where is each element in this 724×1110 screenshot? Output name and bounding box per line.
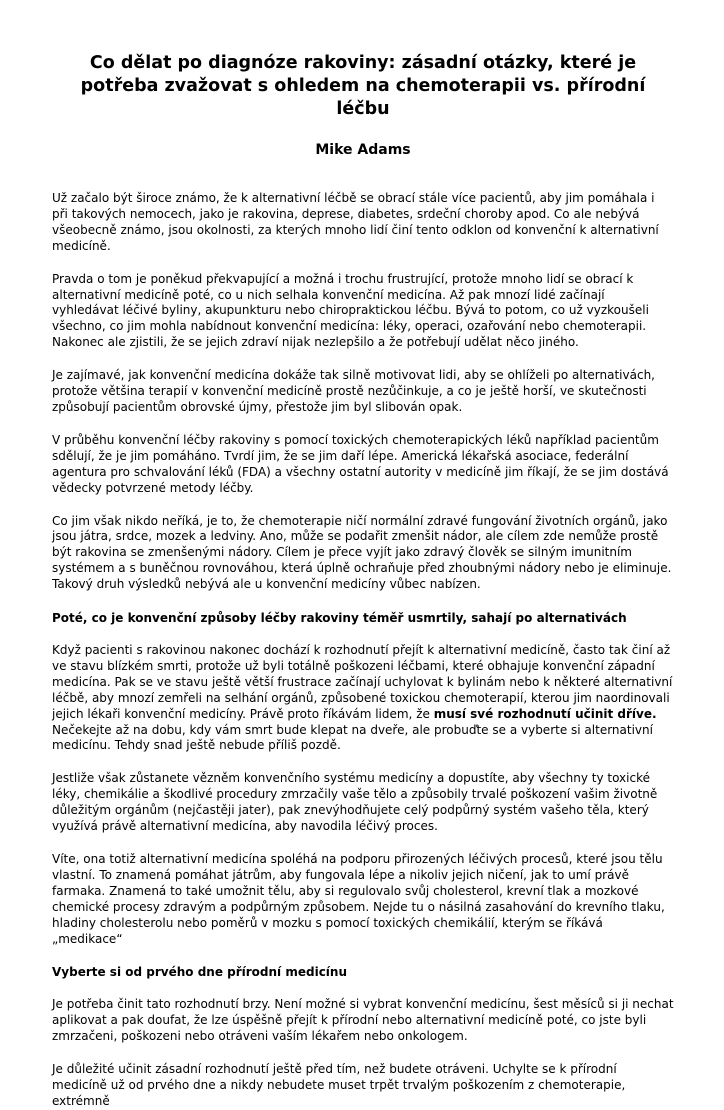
section-heading-natural-medicine: Vyberte si od prvého dne přírodní medicínu xyxy=(52,965,348,980)
paragraph-9: Je potřeba činit tato rozhodnutí brzy. Není možné si vybrat konvenční medicínu, šest měsíců si ji nechat aplikovat a pak doufat, že lze úspěšně přejít k přírodní nebo alternativní medicíně poté, co jste byli zmrzačeni, poškozeni nebo otráveni vaším lékařem nebo onkologem. xyxy=(52,997,674,1044)
paragraph-10: Je důležité učinit zásadní rozhodnutí ještě před tím, než budete otráveni. Uchylte se k přírodní medicíně už od prvého dne a nikdy nebudete muset trpět trvalým poškozením z chemoterapie, extrémně xyxy=(52,1062,626,1108)
document-author: Mike Adams xyxy=(315,142,411,158)
paragraph-6-emphasis: musí své rozhodnutí učinit dříve. xyxy=(433,706,657,721)
paragraph-3: Je zajímavé, jak konvenční medicína dokáže tak silně motivovat lidi, aby se ohlíželi po alternativách, protože většina terapií v konvenční medicíně prostě nezůčinkuje, a co je ještě horší, ve skutečnosti způsobují pacientům obrovské újmy, přestože jim byl slibován opak. xyxy=(52,368,655,414)
section-heading-alternatives: Poté, co je konvenční způsoby léčby rakoviny téměř usmrtily, sahají po alternativách xyxy=(52,611,627,626)
paragraph-6 xyxy=(52,643,674,754)
paragraph-8: Víte, ona totiž alternativní medicína spoléhá na podporu přirozených léčivých procesů, které jsou tělu vlastní. To znamená pomáhat játrům, aby fungovala lépe a nikoliv jejich ničení, jak to umí právě farmaka. Znamená to také umožnit tělu, aby si regulovalo svůj cholesterol, krevní tlak a mozkové chemické procesy zdravým a podpůrným způsobem. Nejde tu o násilná zasahování do krevního tlaku, hladiny cholesterolu nebo poměrů v mozku s pomocí toxických chemikálií, kterým se říkává „medikace“ xyxy=(52,852,665,946)
paragraph-2: Pravda o tom je poněkud překvapující a možná i trochu frustrující, protože mnoho lidí se obrací k alternativní medicíně poté, co u nich selhala konvenční medicína. Až pak mnozí lidé začínají vyhledávat léčivé byliny, akupunkturu nebo chiropraktickou léčbu. Bývá to potom, co už vyzkoušeli všechno, co jim mohla nabídnout konvenční medicína: léky, operaci, ozařování nebo chemoterapii. Nakonec ale zjistili, že se jejich zdraví nijak nezlepšilo a že potřebují udělat něco jiného. xyxy=(52,271,649,350)
paragraph-6-text-end: Nečekejte až na dobu, kdy vám smrt bude klepat na dveře, ale probuďte se a vyberte si alternativní medicínu. Tehdy snad ještě nebude příliš pozdě. xyxy=(52,722,653,753)
paragraph-4: V průběhu konvenční léčby rakoviny s pomocí toxických chemoterapických léků například pacientům sdělují, že je jim pomáháno. Tvrdí jim, že se jim daří lépe. Americká lékařská asociace, federální agentura pro schvalování léků (FDA) a všechny ostatní autority v medicíně jim říkají, že se jim dostává vědecky potvrzené metody léčby. xyxy=(52,432,669,495)
paragraph-5: Co jim však nikdo neříká, je to, že chemoterapie ničí normální zdravé fungování životních orgánů, jako jsou játra, srdce, mozek a ledviny. Ano, může se podařit zmenšit nádor, ale cílem zde nemůže prostě být rakovina se zmenšenými nádory. Cílem je přece vyjít jako zdravý člověk se silným imunitním systémem a s buněčnou rovnováhou, která úplně ochraňuje před zhoubnými nádory nebo je eliminuje. Takový druh výsledků nebývá ale u konvenční medicíny vůbec nabízen. xyxy=(52,513,672,592)
paragraph-7: Jestliže však zůstanete vězněm konvenčního systému medicíny a dopustíte, aby všechny ty toxické léky, chemikálie a škodlivé procedury zmrzačily vaše tělo a způsobily trvalé poškození vašim životně důležitým orgánům (nejčastěji jater), pak znevýhodňujete celý podpůrný systém vašeho těla, který využívá právě alternativní medicína, aby navodila léčivý proces. xyxy=(52,771,658,834)
document-title: Co dělat po diagnóze rakoviny: zásadní otázky, které je potřeba zvažovat s ohledem na chemoterapii vs. přírodní léčbu xyxy=(80,53,646,119)
paragraph-6-text-start: Když pacienti s rakovinou nakonec dochází k rozhodnutí přejít k alternativní medicíně, často tak činí až ve stavu blízkém smrti, protože už byli totálně poškozeni léčbami, které obhajuje konvenční západní medicína. Pak se ve stavu ještě větší frustrace začínají uchylovat k bylinám nebo k některé alternativní léčbě, aby mnozí zemřeli na selhání orgánů, způsobené toxickou chemoterapií, kterou jim naordinovali jejich lékaři konvenční medicíny. Právě proto říkávám lidem, že xyxy=(52,643,673,721)
paragraph-1: Už začalo být široce známo, že k alternativní léčbě se obrací stále více pacientů, aby jim pomáhala i při takových nemocech, jako je rakovina, deprese, diabetes, srdeční choroby apod. Co ale nebývá všeobecně známo, jsou okolnosti, za kterých mnoho lidí činí tento odklon od konvenční k alternativní medicíně. xyxy=(52,191,659,253)
